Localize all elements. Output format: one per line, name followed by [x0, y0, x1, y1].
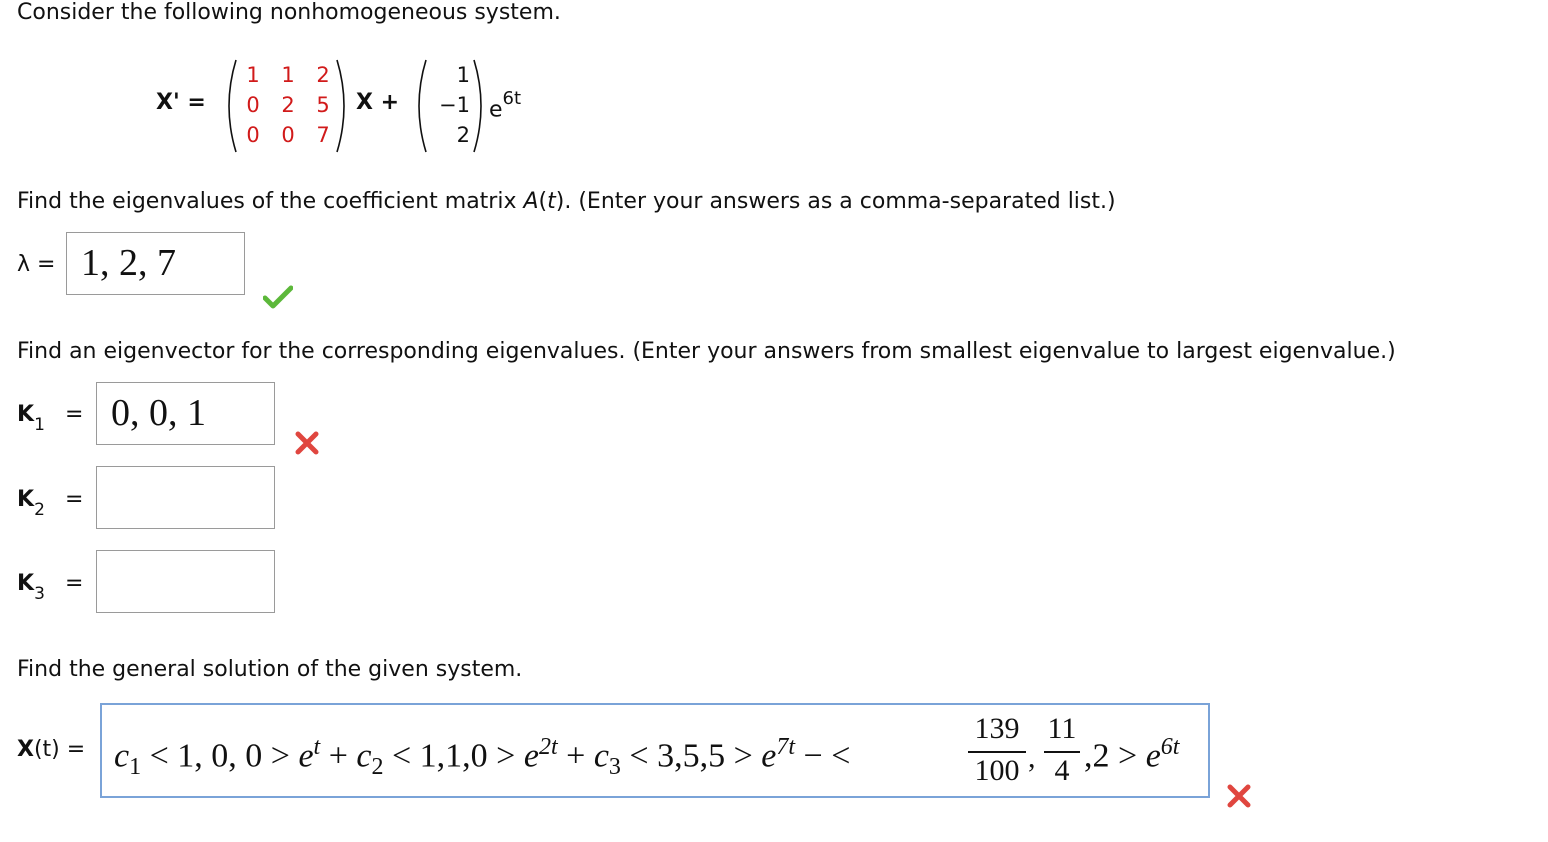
sol-e2: e — [523, 737, 539, 775]
q1-text-t: t — [547, 189, 556, 214]
q1-text-A: A — [523, 189, 539, 214]
sol-lt: < — [831, 737, 851, 775]
sol-vector-1: < 1, 0, 0 > — [149, 737, 290, 775]
sol-tail — [1084, 727, 1179, 776]
k-label: K — [17, 571, 35, 596]
cross-icon — [1226, 783, 1252, 809]
system-equation — [0, 55, 600, 155]
sol-c1: c — [114, 737, 130, 775]
k-subscript: 2 — [34, 500, 45, 521]
sol-comma: , — [1028, 741, 1036, 774]
q1-text-part: Find the eigenvalues of the coefficient matrix — [17, 189, 524, 214]
matrix-entry: 2 — [281, 93, 295, 117]
q1-text-part: ). (Enter your answers as a comma-separated list.) — [555, 189, 1116, 214]
exp-power: 6t — [502, 88, 522, 109]
k-subscript: 3 — [34, 584, 45, 605]
k3-equals: = — [65, 571, 84, 596]
eigenvalues-input[interactable]: 1, 2, 7 — [66, 232, 245, 295]
k-label: K — [17, 487, 35, 512]
checkmark-icon — [263, 285, 293, 309]
x-plus-label: X + — [356, 90, 400, 115]
sol-c2: c — [356, 737, 372, 775]
matrix-col-1 — [240, 60, 266, 150]
k1-input[interactable]: 0, 0, 1 — [96, 382, 275, 445]
sol-e1: e — [298, 737, 314, 775]
sol-c2-sub: 2 — [371, 754, 384, 781]
xt-label-rest: (t) = — [33, 737, 86, 762]
fraction-denominator: 100 — [974, 754, 1020, 787]
fraction-numerator: 11 — [1047, 712, 1077, 745]
sol-minus: − — [803, 737, 823, 775]
matrix-entry: 0 — [246, 93, 260, 117]
sol-c3-sub: 3 — [608, 754, 621, 781]
general-solution-input[interactable] — [100, 703, 1210, 798]
q1-text-part: ( — [538, 189, 548, 214]
matrix-entry: 0 — [281, 123, 295, 147]
sol-e1-pow: t — [313, 734, 321, 760]
sol-vector-2: < 1,1,0 > — [392, 737, 516, 775]
sol-plus: + — [566, 737, 586, 775]
solution-expression — [114, 727, 850, 787]
k-label: K — [17, 402, 35, 427]
sol-plus: + — [328, 737, 348, 775]
sol-c1-sub: 1 — [129, 754, 142, 781]
matrix-left-paren — [220, 58, 240, 154]
q1-text — [17, 189, 1116, 215]
matrix-right-paren — [333, 58, 353, 154]
prompt-text: Consider the following nonhomogeneous system. — [17, 0, 561, 25]
sol-tail-text: ,2 > — [1084, 737, 1138, 775]
exponential-term — [489, 90, 521, 123]
fraction-139-100 — [968, 711, 1026, 791]
vector-entry: 2 — [456, 123, 470, 147]
q2-text: Find an eigenvector for the corresponding eigenvalues. (Enter your answers from smallest eigenvalue to largest eigenvalue.) — [17, 339, 1396, 364]
fraction-denominator: 4 — [1054, 754, 1070, 787]
q3-text: Find the general solution of the given system. — [17, 657, 523, 682]
k1-label — [17, 402, 45, 434]
k2-input[interactable] — [96, 466, 275, 529]
sol-e4-pow: 6t — [1160, 734, 1180, 760]
fraction-11-4 — [1044, 711, 1080, 791]
matrix-entry: 2 — [316, 63, 330, 87]
k2-label — [17, 487, 45, 519]
cross-icon — [294, 430, 320, 456]
vector-entry: 1 — [456, 63, 470, 87]
fraction-numerator: 139 — [974, 712, 1020, 745]
k-subscript: 1 — [34, 415, 45, 436]
sol-e3: e — [761, 737, 777, 775]
lambda-label: λ = — [17, 252, 56, 277]
xt-label — [17, 737, 85, 763]
sol-e4: e — [1145, 737, 1161, 775]
matrix-entry: 1 — [281, 63, 295, 87]
sol-e2-pow: 2t — [538, 734, 558, 760]
matrix-entry: 1 — [246, 63, 260, 87]
equation-lhs: X' = — [156, 90, 206, 115]
matrix-entry: 0 — [246, 123, 260, 147]
k2-equals: = — [65, 487, 84, 512]
matrix-entry: 5 — [316, 93, 330, 117]
sol-e3-pow: 7t — [776, 734, 796, 760]
matrix-entry: 7 — [316, 123, 330, 147]
matrix-col-2 — [275, 60, 301, 150]
vector-right-paren — [470, 58, 490, 154]
sol-vector-3: < 3,5,5 > — [629, 737, 753, 775]
exp-base: e — [489, 97, 503, 123]
vector-entry: −1 — [439, 93, 470, 117]
k1-equals: = — [65, 402, 84, 427]
k3-input[interactable] — [96, 550, 275, 613]
k3-label — [17, 571, 45, 603]
sol-c3: c — [593, 737, 609, 775]
vector-column — [426, 60, 470, 150]
xt-label-bold: X — [17, 737, 34, 762]
